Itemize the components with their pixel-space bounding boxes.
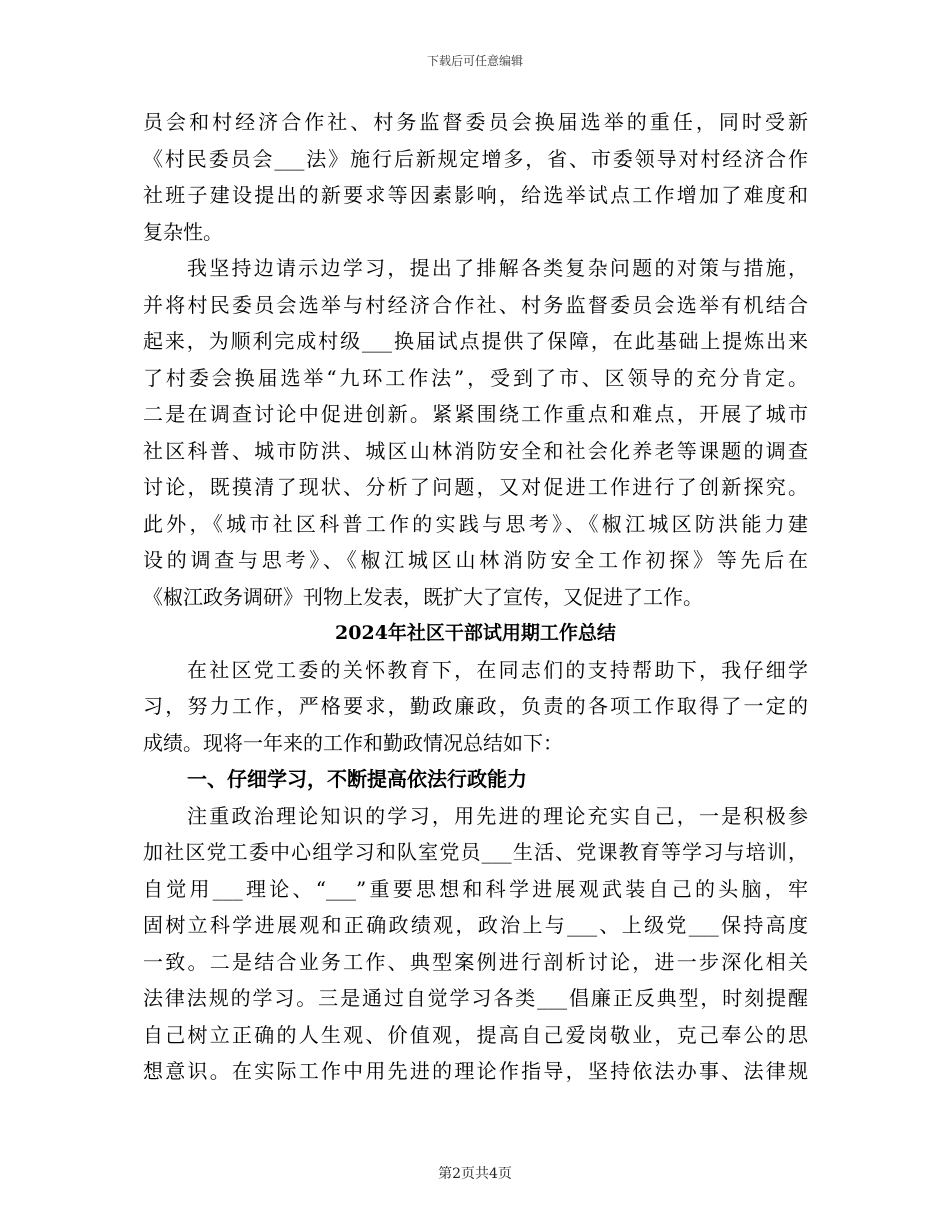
text-line: 设的调查与思考》、《椒江城区山林消防安全工作初探》等先后在 (143, 548, 808, 572)
text-line: 此外，《城市社区科普工作的实践与思考》、《椒江城区防洪能力建 (143, 511, 808, 536)
text-line: 复杂性。 (143, 219, 223, 244)
document-title: 2024年社区干部试用期工作总结 (335, 622, 616, 644)
text-line: 二是在调查讨论中促进创新。紧紧围绕工作重点和难点，开展了城市 (143, 402, 808, 426)
text-line: 自己树立正确的人生观、价值观，提高自己爱岗敬业，克己奉公的思 (143, 1022, 808, 1047)
text-line: 社班子建设提出的新要求等因素影响，给选举试点工作增加了难度和 (143, 183, 808, 207)
text-line: 一致。二是结合业务工作、典型案例进行剖析讨论，进一步深化相关 (143, 949, 808, 974)
text-line: 了村委会换届选举“九环工作法”，受到了市、区领导的充分肯定。 (143, 365, 808, 390)
text-line: 讨论，既摸清了现状、分析了问题，又对促进工作进行了创新探究。 (143, 475, 808, 499)
text-line: 想意识。在实际工作中用先进的理论作指导，坚持依法办事、法律规 (143, 1059, 808, 1083)
text-line: 加社区党工委中心组学习和队室党员___生活、党课教育等学习与培训， (143, 840, 808, 864)
text-line: 成绩。现将一年来的工作和勤政情况总结如下： (143, 730, 563, 755)
text-line: 员会和村经济合作社、村务监督委员会换届选举的重任，同时受新 (143, 110, 808, 134)
text-line: 《村民委员会___法》施行后新规定增多，省、市委领导对村经济合作 (143, 146, 808, 171)
text-line: 并将村民委员会选举与村经济合作社、村务监督委员会选举有机结合 (143, 292, 808, 317)
page-header-note: 下载后可任意编辑 (426, 54, 523, 68)
text-line: 习，努力工作，严格要求，勤政廉政，负责的各项工作取得了一定的 (143, 694, 808, 718)
text-line: 固树立科学进展观和正确政绩观，政治上与___、上级党___保持高度 (143, 913, 808, 937)
text-line: 在社区党工委的关怀教育下，在同志们的支持帮助下，我仔细学 (187, 657, 808, 682)
text-line: 起来，为顺利完成村级___换届试点提供了保障，在此基础上提炼出来 (143, 329, 808, 353)
text-line: 自觉用___理论、“___”重要思想和科学进展观武装自己的头脑，牢 (143, 876, 808, 901)
text-line: 法律法规的学习。三是通过自觉学习各类___倡廉正反典型，时刻提醒 (143, 986, 808, 1010)
text-line: 《椒江政务调研》刊物上发表，既扩大了宣传，又促进了工作。 (143, 584, 703, 609)
text-line: 社区科普、城市防洪、城区山林消防安全和社会化养老等课题的调查 (143, 438, 808, 463)
section-heading: 一、仔细学习，不断提高依法行政能力 (187, 767, 527, 791)
text-line: 我坚持边请示边学习，提出了排解各类复杂问题的对策与措施， (187, 256, 808, 280)
text-line: 注重政治理论知识的学习，用先进的理论充实自己，一是积极参 (187, 803, 808, 828)
page-number: 第2页共4页 (438, 1166, 512, 1182)
document-body (143, 104, 808, 1090)
